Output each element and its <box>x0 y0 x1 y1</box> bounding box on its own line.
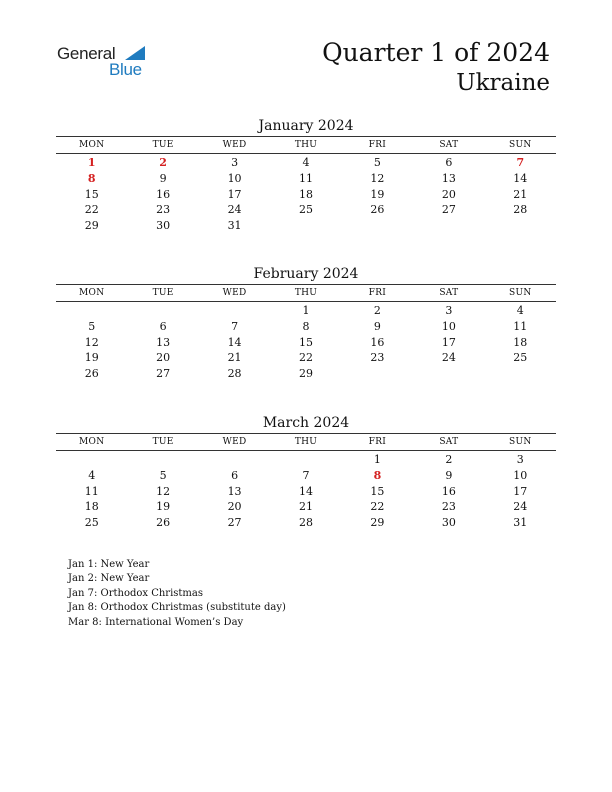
day-cell: 17 <box>513 484 528 498</box>
day-cell <box>413 366 484 382</box>
day-cell: 21 <box>513 187 528 201</box>
holiday-day-cell: 2 <box>159 156 167 169</box>
day-cell <box>127 452 198 468</box>
day-cell: 3 <box>516 453 524 466</box>
weekday-label: FRI <box>368 140 387 150</box>
header-divider <box>56 153 556 154</box>
weekday-label: THU <box>294 437 318 447</box>
month-title: March 2024 <box>262 415 350 431</box>
day-cell: 24 <box>227 203 242 217</box>
holiday-note: Jan 2: New Year <box>68 573 150 585</box>
brand-general-text: General <box>57 44 116 63</box>
day-cell: 25 <box>84 516 99 530</box>
brand-logo <box>57 44 157 80</box>
day-cell <box>270 452 341 468</box>
weekday-label: MON <box>79 437 105 447</box>
day-cell: 22 <box>298 351 313 365</box>
day-cell: 30 <box>156 219 171 233</box>
day-cell <box>413 218 484 234</box>
day-cell: 7 <box>231 319 239 333</box>
weekday-label: TUE <box>152 288 174 298</box>
day-cell: 5 <box>373 156 381 169</box>
day-cell: 6 <box>231 468 239 482</box>
brand-triangle-icon <box>125 46 145 60</box>
day-cell <box>56 303 127 319</box>
day-cell: 20 <box>441 187 456 201</box>
day-cell: 17 <box>441 335 456 349</box>
day-cell: 29 <box>370 516 385 530</box>
day-cell: 9 <box>373 319 381 333</box>
weekday-label: FRI <box>368 437 387 447</box>
day-cell: 11 <box>84 484 99 498</box>
holiday-day-cell: 1 <box>87 156 96 169</box>
day-cell <box>56 452 127 468</box>
day-cell: 13 <box>441 171 456 185</box>
page-title: Quarter 1 of 2024 <box>322 38 550 67</box>
day-cell: 9 <box>159 171 167 185</box>
day-cell: 4 <box>516 304 524 317</box>
day-cell: 11 <box>298 171 313 185</box>
day-cell: 2 <box>445 453 453 466</box>
day-cell: 21 <box>298 500 313 514</box>
day-cell: 14 <box>227 335 242 349</box>
day-cell: 11 <box>513 319 528 333</box>
day-cell: 16 <box>156 187 171 201</box>
day-cell: 6 <box>445 156 453 169</box>
day-cell: 2 <box>373 304 381 317</box>
day-cell: 16 <box>441 484 456 498</box>
header-divider <box>56 301 556 302</box>
day-cell: 19 <box>156 500 171 514</box>
month-title: February 2024 <box>253 266 359 282</box>
day-cell: 29 <box>298 367 313 381</box>
day-cell: 26 <box>370 203 385 217</box>
day-cell: 24 <box>441 351 456 365</box>
day-cell <box>199 452 270 468</box>
holiday-note: Jan 7: Orthodox Christmas <box>68 587 203 599</box>
header-divider <box>56 450 556 451</box>
month-title: January 2024 <box>258 118 354 134</box>
day-cell: 23 <box>156 203 171 217</box>
day-cell: 26 <box>156 516 171 530</box>
holiday-day-cell: 8 <box>87 171 96 185</box>
day-cell: 5 <box>88 319 96 333</box>
day-cell: 13 <box>227 484 242 498</box>
day-cell: 9 <box>445 468 453 482</box>
month-calendar-march <box>56 413 556 531</box>
day-cell: 14 <box>298 484 313 498</box>
day-cell: 5 <box>159 468 167 482</box>
day-cell <box>342 366 413 382</box>
day-cell <box>342 218 413 234</box>
brand-blue-text: Blue <box>109 60 142 79</box>
holiday-note: Jan 8: Orthodox Christmas (substitute day) <box>68 602 286 614</box>
day-cell: 25 <box>513 351 528 365</box>
day-cell: 16 <box>370 335 385 349</box>
day-cell: 27 <box>156 367 171 381</box>
holiday-day-cell: 7 <box>516 156 525 169</box>
day-cell: 23 <box>370 351 385 365</box>
day-cell: 15 <box>84 187 99 201</box>
weekday-label: MON <box>79 140 105 150</box>
day-grid <box>56 452 556 531</box>
holiday-note: Mar 8: International Women’s Day <box>68 616 244 628</box>
day-cell: 15 <box>298 335 313 349</box>
day-cell: 29 <box>84 219 99 233</box>
day-cell: 25 <box>298 203 313 217</box>
day-cell: 18 <box>513 335 528 349</box>
day-cell: 19 <box>84 351 99 365</box>
weekday-header-row <box>56 137 556 153</box>
day-cell: 31 <box>227 219 242 233</box>
day-cell <box>485 366 556 382</box>
day-cell: 3 <box>445 304 453 317</box>
day-cell: 19 <box>370 187 385 201</box>
day-cell: 18 <box>298 187 313 201</box>
weekday-label: WED <box>222 140 247 150</box>
day-cell: 4 <box>88 468 96 482</box>
day-cell: 4 <box>302 156 310 169</box>
day-cell: 20 <box>227 500 242 514</box>
day-cell: 6 <box>159 319 167 333</box>
day-cell: 12 <box>156 484 171 498</box>
day-cell: 27 <box>441 203 456 217</box>
day-cell <box>270 218 341 234</box>
month-calendar-february <box>56 264 556 382</box>
weekday-label: SUN <box>509 140 532 150</box>
day-cell: 7 <box>302 468 310 482</box>
day-cell: 10 <box>441 319 456 333</box>
month-calendar-january <box>56 116 556 234</box>
day-cell: 21 <box>227 351 242 365</box>
weekday-label: TUE <box>152 437 174 447</box>
weekday-header-row <box>56 285 556 301</box>
day-cell: 15 <box>370 484 385 498</box>
day-grid <box>56 155 556 234</box>
day-cell <box>199 303 270 319</box>
weekday-label: MON <box>79 288 105 298</box>
day-cell: 28 <box>227 367 242 381</box>
day-cell: 30 <box>441 516 456 530</box>
weekday-label: WED <box>222 288 247 298</box>
day-cell <box>485 218 556 234</box>
day-cell: 17 <box>227 187 242 201</box>
day-cell: 1 <box>373 453 381 466</box>
day-cell: 1 <box>302 304 310 317</box>
weekday-label: THU <box>294 288 318 298</box>
day-cell: 26 <box>84 367 99 381</box>
day-cell <box>127 303 198 319</box>
day-cell: 31 <box>513 516 528 530</box>
day-cell: 22 <box>84 203 99 217</box>
day-cell: 12 <box>84 335 99 349</box>
weekday-label: SUN <box>509 437 532 447</box>
holiday-note: Jan 1: New Year <box>68 559 150 570</box>
holiday-day-cell: 8 <box>373 468 382 482</box>
weekday-label: TUE <box>152 140 174 150</box>
weekday-label: FRI <box>368 288 387 298</box>
weekday-label: WED <box>222 437 247 447</box>
weekday-label: SAT <box>439 437 459 447</box>
holiday-notes <box>68 558 286 630</box>
day-cell: 8 <box>302 319 310 333</box>
day-cell: 20 <box>156 351 171 365</box>
weekday-label: THU <box>294 140 318 150</box>
day-cell: 12 <box>370 171 385 185</box>
day-cell: 13 <box>156 335 171 349</box>
day-cell: 10 <box>513 468 528 482</box>
day-cell: 3 <box>231 156 239 169</box>
day-cell: 10 <box>227 171 242 185</box>
weekday-header-row <box>56 434 556 450</box>
day-cell: 22 <box>370 500 385 514</box>
weekday-label: SAT <box>439 140 459 150</box>
day-cell: 18 <box>84 500 99 514</box>
day-cell: 27 <box>227 516 242 530</box>
day-grid <box>56 303 556 382</box>
day-cell: 23 <box>441 500 456 514</box>
weekday-label: SAT <box>439 288 459 298</box>
country-name: Ukraine <box>456 70 550 96</box>
day-cell: 14 <box>513 171 528 185</box>
day-cell: 28 <box>298 516 313 530</box>
weekday-label: SUN <box>509 288 532 298</box>
day-cell: 24 <box>513 500 528 514</box>
day-cell: 28 <box>513 203 528 217</box>
